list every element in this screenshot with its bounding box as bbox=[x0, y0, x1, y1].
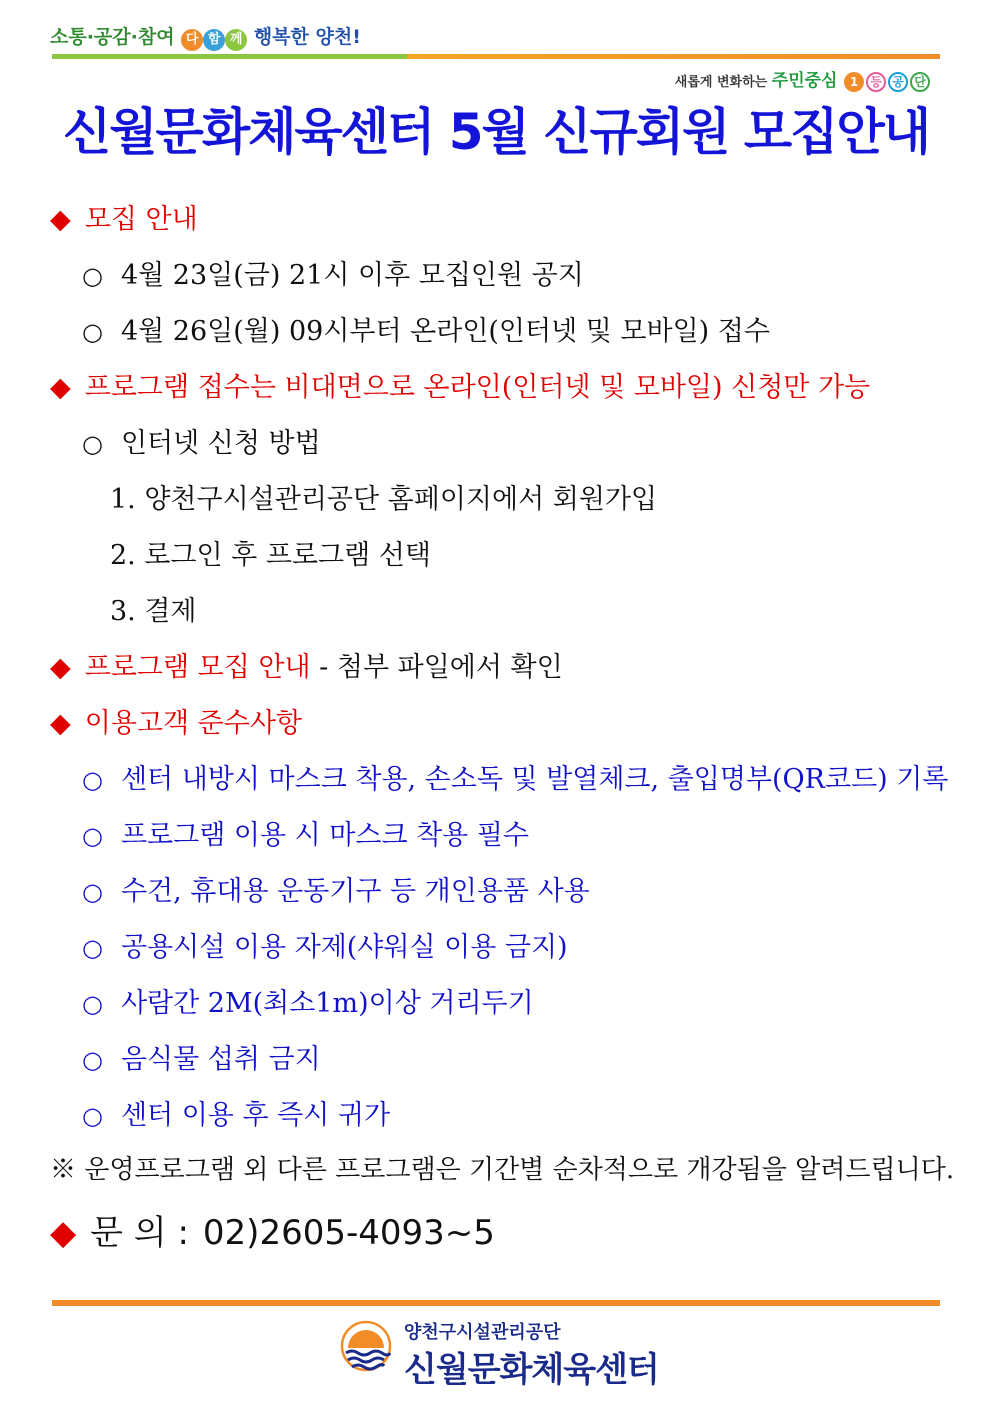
recruit-heading: 모집 안내 bbox=[84, 204, 198, 235]
recruit-item bbox=[82, 253, 584, 292]
subslogan-badge-2: 등 bbox=[866, 72, 886, 92]
header-divider bbox=[52, 54, 940, 59]
online-heading-row bbox=[50, 365, 870, 404]
circle-bullet-icon: ○ bbox=[82, 1046, 103, 1074]
subslogan-badge-4: 단 bbox=[910, 72, 930, 92]
rule-item bbox=[82, 1093, 390, 1132]
rule-item bbox=[82, 869, 590, 908]
rules-heading-row bbox=[50, 701, 302, 740]
rule-item-text: 센터 이용 후 즉시 귀가 bbox=[120, 1100, 391, 1131]
rule-item-text: 사람간 2M(최소1m)이상 거리두기 bbox=[120, 988, 534, 1019]
rule-item bbox=[82, 757, 948, 796]
rule-item-text: 프로그램 이용 시 마스크 착용 필수 bbox=[120, 820, 530, 851]
circle-bullet-icon: ○ bbox=[82, 822, 103, 850]
rule-item-text: 수건, 휴대용 운동기구 등 개인용품 사용 bbox=[120, 876, 590, 907]
subslogan-prefix: 새롭게 변화하는 bbox=[674, 75, 768, 90]
rule-item bbox=[82, 1037, 321, 1076]
recruit-item-text: 4월 26일(월) 09시부터 온라인(인터넷 및 모바일) 접수 bbox=[120, 316, 770, 347]
circle-bullet-icon: ○ bbox=[82, 934, 103, 962]
slogan-ge-badge: 께 bbox=[225, 29, 247, 51]
contact-label: 문 의 : bbox=[90, 1213, 189, 1253]
rule-item-text: 음식물 섭취 금지 bbox=[120, 1044, 321, 1075]
rule-item bbox=[82, 925, 568, 964]
recruit-item-text: 4월 23일(금) 21시 이후 모집인원 공지 bbox=[120, 260, 584, 291]
header-subslogan bbox=[675, 66, 930, 92]
footer-center-name: 신월문화체육센터 bbox=[404, 1350, 659, 1390]
online-heading: 프로그램 접수는 비대면으로 온라인(인터넷 및 모바일) 신청만 가능 bbox=[84, 372, 871, 403]
program-heading: 프로그램 모집 안내 bbox=[84, 652, 311, 683]
rule-item-text: 공용시설 이용 자제(샤워실 이용 금지) bbox=[120, 932, 568, 963]
circle-bullet-icon: ○ bbox=[82, 766, 103, 794]
rule-item bbox=[82, 813, 529, 852]
diamond-bullet-icon: ◆ bbox=[50, 652, 71, 683]
footer-divider bbox=[52, 1300, 940, 1306]
subslogan-focus: 주민중심 bbox=[771, 71, 838, 91]
contact-row bbox=[50, 1205, 495, 1254]
rule-item bbox=[82, 981, 534, 1020]
online-method bbox=[82, 421, 321, 460]
recruit-heading-row bbox=[50, 197, 198, 236]
diamond-bullet-icon: ◆ bbox=[50, 204, 71, 235]
online-step: 1. 양천구시설관리공단 홈페이지에서 회원가입 bbox=[110, 484, 658, 515]
footer-org-name: 양천구시설관리공단 bbox=[404, 1322, 561, 1343]
rules-heading: 이용고객 준수사항 bbox=[84, 708, 303, 739]
contact-phone: 02)2605-4093~5 bbox=[202, 1213, 495, 1253]
page-title: 신월문화체육센터 5월 신규회원 모집안내 bbox=[62, 103, 930, 161]
program-row bbox=[50, 645, 563, 684]
online-step: 3. 결제 bbox=[110, 596, 197, 627]
online-step: 2. 로그인 후 프로그램 선택 bbox=[110, 540, 431, 571]
program-detail: - 첨부 파일에서 확인 bbox=[310, 652, 563, 683]
circle-bullet-icon: ○ bbox=[82, 1102, 103, 1130]
diamond-bullet-icon: ◆ bbox=[50, 372, 71, 403]
diamond-bullet-icon: ◆ bbox=[50, 1213, 77, 1253]
sun-wave-logo-icon bbox=[338, 1320, 394, 1376]
rule-item-text: 센터 내방시 마스크 착용, 손소독 및 발열체크, 출입명부(QR코드) 기록 bbox=[120, 764, 949, 795]
circle-bullet-icon: ○ bbox=[82, 990, 103, 1018]
online-method-text: 인터넷 신청 방법 bbox=[120, 428, 321, 459]
slogan-da-badge: 다 bbox=[181, 29, 203, 51]
slogan-prefix: 소통·공감·참여 bbox=[50, 26, 175, 48]
slogan-suffix: 행복한 양천! bbox=[253, 26, 361, 48]
subslogan-badge-3: 공 bbox=[888, 72, 908, 92]
circle-bullet-icon: ○ bbox=[82, 878, 103, 906]
circle-bullet-icon: ○ bbox=[82, 318, 103, 346]
circle-bullet-icon: ○ bbox=[82, 262, 103, 290]
slogan-ham-badge: 함 bbox=[203, 29, 225, 51]
circle-bullet-icon: ○ bbox=[82, 430, 103, 458]
diamond-bullet-icon: ◆ bbox=[50, 708, 71, 739]
recruit-item bbox=[82, 309, 770, 348]
subslogan-badge-1: 1 bbox=[844, 72, 864, 92]
notice-note: ※ 운영프로그램 외 다른 프로그램은 기간별 순차적으로 개강됨을 알려드립니다. bbox=[50, 1155, 955, 1185]
header-slogan bbox=[50, 22, 361, 51]
